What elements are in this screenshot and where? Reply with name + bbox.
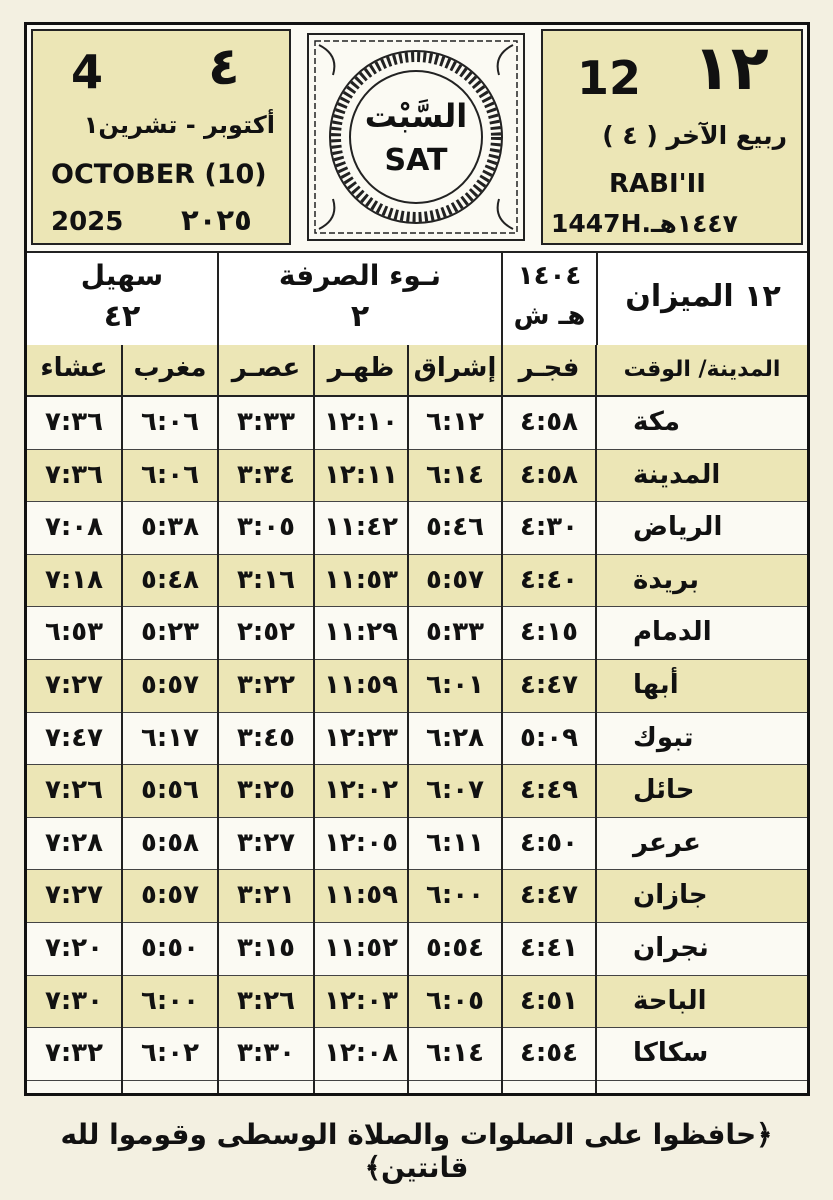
time-dhuhr: ١٢:٠٥ (324, 827, 398, 858)
time-dhuhr: ١١:٥٩ (324, 669, 398, 700)
city-name: سكاكا (633, 1038, 709, 1069)
time-isha: ٦:٥٣ (44, 617, 103, 648)
time-fajr: ٤:٥٨ (519, 407, 578, 437)
time-dhuhr: ١٢:٠٨ (324, 1038, 398, 1069)
time-isha: ٧:٢٨ (44, 827, 103, 858)
time-maghrib: ٥:٥٦ (140, 775, 199, 806)
time-ishraq: ٥:٣٣ (425, 617, 484, 648)
time-maghrib: ٥:٤٨ (140, 564, 199, 595)
table-row (27, 923, 807, 976)
time-dhuhr: ١٢:١١ (324, 459, 398, 490)
time-maghrib: ٦:٠٦ (140, 407, 199, 437)
ornament-frame-icon (305, 31, 527, 243)
time-asr: ٣:٢١ (236, 880, 295, 911)
day-name-ar: السَّبْت (364, 97, 468, 135)
time-asr: ٣:٣٣ (236, 407, 295, 437)
time-maghrib: ٥:٥٨ (140, 827, 199, 858)
time-asr: ٣:٤٥ (236, 722, 295, 753)
naw-name: نـوء الصرفة (278, 259, 442, 292)
time-maghrib: ٦:٠٢ (140, 1038, 199, 1069)
table-row (27, 660, 807, 713)
hijri-month-ar: ربيع الآخر ( ٤ ) (602, 121, 787, 150)
table-row (27, 713, 807, 766)
city-name: المدينة (633, 459, 721, 490)
city-name: جازان (633, 880, 708, 911)
time-fajr: ٤:٤٠ (519, 564, 578, 595)
gregorian-month-en: OCTOBER (10) (51, 159, 267, 190)
time-dhuhr: ١٢:٢٣ (324, 722, 398, 753)
column-divider (501, 345, 503, 1093)
table-row (27, 870, 807, 923)
time-isha: ٧:٠٨ (44, 512, 103, 543)
star-name: سهيل (80, 259, 164, 292)
gregorian-month-ar: أكتوبر - تشرين١ (83, 111, 275, 139)
time-isha: ٧:٣٢ (44, 1038, 103, 1069)
time-dhuhr: ١١:٤٢ (324, 512, 398, 543)
time-dhuhr: ١٢:٠٢ (324, 775, 398, 806)
time-maghrib: ٥:٥٧ (140, 880, 199, 911)
header-fajr: فجـر (518, 353, 580, 383)
info-row (27, 251, 807, 347)
header (27, 25, 807, 249)
time-fajr: ٤:٥١ (519, 985, 578, 1016)
city-name: أبها (633, 669, 679, 700)
time-ishraq: ٦:١٤ (425, 1038, 484, 1069)
time-fajr: ٤:٥٨ (519, 459, 578, 490)
time-ishraq: ٦:٢٨ (425, 722, 484, 753)
time-asr: ٣:٣٤ (236, 459, 295, 490)
time-ishraq: ٦:١٢ (425, 407, 484, 437)
time-dhuhr: ١١:٥٣ (324, 564, 398, 595)
time-isha: ٧:٢٧ (44, 669, 103, 700)
time-ishraq: ٥:٥٧ (425, 564, 484, 595)
time-maghrib: ٦:١٧ (140, 722, 199, 753)
time-maghrib: ٥:٢٣ (140, 617, 199, 648)
table-row (27, 976, 807, 1029)
hijri-day-en: 12 (577, 51, 642, 105)
footer-verse: ﴿حافظوا على الصلوات والصلاة الوسطى وقوموا لله قانتين﴾ (60, 1118, 773, 1184)
day-seal (305, 31, 527, 243)
time-fajr: ٤:١٥ (519, 617, 578, 648)
column-divider (595, 345, 597, 1093)
city-name: نجران (633, 932, 709, 963)
time-ishraq: ٦:٠٠ (425, 880, 484, 911)
column-divider (313, 345, 315, 1093)
solar-year: ١٤٠٤ (517, 261, 582, 291)
time-fajr: ٤:٥٤ (519, 1038, 578, 1069)
header-asr: عصـر (231, 353, 301, 383)
time-isha: ٧:٢٧ (44, 880, 103, 911)
calendar-page (24, 22, 810, 1096)
time-maghrib: ٥:٥٧ (140, 669, 199, 700)
column-divider (407, 345, 409, 1093)
time-fajr: ٤:٤٩ (519, 775, 578, 806)
time-isha: ٧:١٨ (44, 564, 103, 595)
time-asr: ٣:٠٥ (236, 512, 295, 543)
time-isha: ٧:٤٧ (44, 722, 103, 753)
time-isha: ٧:٢٠ (44, 932, 103, 963)
time-isha: ٧:٣٦ (44, 407, 103, 437)
header-isha: عشاء (40, 353, 108, 383)
city-name: الدمام (633, 617, 712, 648)
hijri-day-ar: ١٢ (693, 31, 769, 104)
time-isha: ٧:٣٦ (44, 459, 103, 490)
time-ishraq: ٦:٠١ (425, 669, 484, 700)
time-ishraq: ٦:٠٥ (425, 985, 484, 1016)
time-asr: ٢:٥٢ (236, 617, 295, 648)
time-fajr: ٤:٣٠ (519, 512, 578, 543)
table-row (27, 502, 807, 555)
time-fajr: ٤:٤٧ (519, 669, 578, 700)
table-row (27, 818, 807, 871)
time-asr: ٣:٢٢ (236, 669, 295, 700)
column-divider (121, 345, 123, 1093)
solar-unit: هـ ش (513, 301, 586, 331)
time-asr: ٣:٢٥ (236, 775, 295, 806)
city-name: بريدة (633, 564, 700, 595)
time-fajr: ٤:٤١ (519, 932, 578, 963)
time-asr: ٣:٢٦ (236, 985, 295, 1016)
table-row (27, 765, 807, 818)
gregorian-year-en: 2025 (51, 207, 124, 237)
time-ishraq: ٦:١٤ (425, 459, 484, 490)
time-ishraq: ٦:٠٧ (425, 775, 484, 806)
header-dhuhr: ظهـر (327, 353, 395, 383)
time-dhuhr: ١١:٥٩ (324, 880, 398, 911)
gregorian-year-ar: ٢٠٢٥ (181, 203, 252, 237)
hijri-date-box (541, 29, 803, 245)
header-city-time: المدينة/ الوقت (623, 357, 781, 382)
city-name: تبوك (633, 722, 694, 753)
city-name: عرعر (633, 827, 701, 858)
time-dhuhr: ١١:٥٢ (324, 932, 398, 963)
time-dhuhr: ١٢:٠٣ (324, 985, 398, 1016)
time-fajr: ٤:٤٧ (519, 880, 578, 911)
time-asr: ٣:٣٠ (236, 1038, 295, 1069)
table-row (27, 450, 807, 503)
gregorian-day-en: 4 (71, 45, 104, 99)
time-isha: ٧:٢٦ (44, 775, 103, 806)
naw-number: ٢ (350, 299, 370, 334)
day-name-en: SAT (384, 143, 448, 178)
city-name: مكة (633, 407, 680, 437)
header-ishraq: إشراق (413, 353, 497, 383)
column-divider (217, 345, 219, 1093)
time-ishraq: ٦:١١ (425, 827, 484, 858)
time-maghrib: ٦:٠٦ (140, 459, 199, 490)
time-asr: ٣:١٥ (236, 932, 295, 963)
city-name: الباحة (633, 985, 707, 1016)
time-isha: ٧:٣٠ (44, 985, 103, 1016)
table-row (27, 555, 807, 608)
table-row (27, 1028, 807, 1081)
time-dhuhr: ١٢:١٠ (324, 407, 398, 437)
time-maghrib: ٥:٥٠ (140, 932, 199, 963)
time-ishraq: ٥:٤٦ (425, 512, 484, 543)
table-row (27, 397, 807, 450)
time-dhuhr: ١١:٢٩ (324, 617, 398, 648)
time-maghrib: ٥:٣٨ (140, 512, 199, 543)
gregorian-day-ar: ٤ (208, 37, 240, 97)
time-fajr: ٤:٥٠ (519, 827, 578, 858)
time-ishraq: ٥:٥٤ (425, 932, 484, 963)
time-asr: ٣:٢٧ (236, 827, 295, 858)
table-header (27, 345, 807, 397)
time-fajr: ٥:٠٩ (519, 722, 578, 753)
city-name: الرياض (633, 512, 723, 543)
header-maghrib: مغرب (133, 353, 207, 383)
hijri-month-en: RABI'II (609, 169, 706, 199)
time-asr: ٣:١٦ (236, 564, 295, 595)
star-count: ٤٢ (103, 299, 141, 334)
zodiac: ١٢ الميزان (625, 279, 781, 314)
table-row (27, 607, 807, 660)
city-name: حائل (633, 775, 695, 806)
time-maghrib: ٦:٠٠ (140, 985, 199, 1016)
gregorian-date-box (31, 29, 291, 245)
prayer-times-rows (27, 397, 807, 1081)
hijri-year: 1447H.١٤٤٧هـ (551, 209, 738, 238)
